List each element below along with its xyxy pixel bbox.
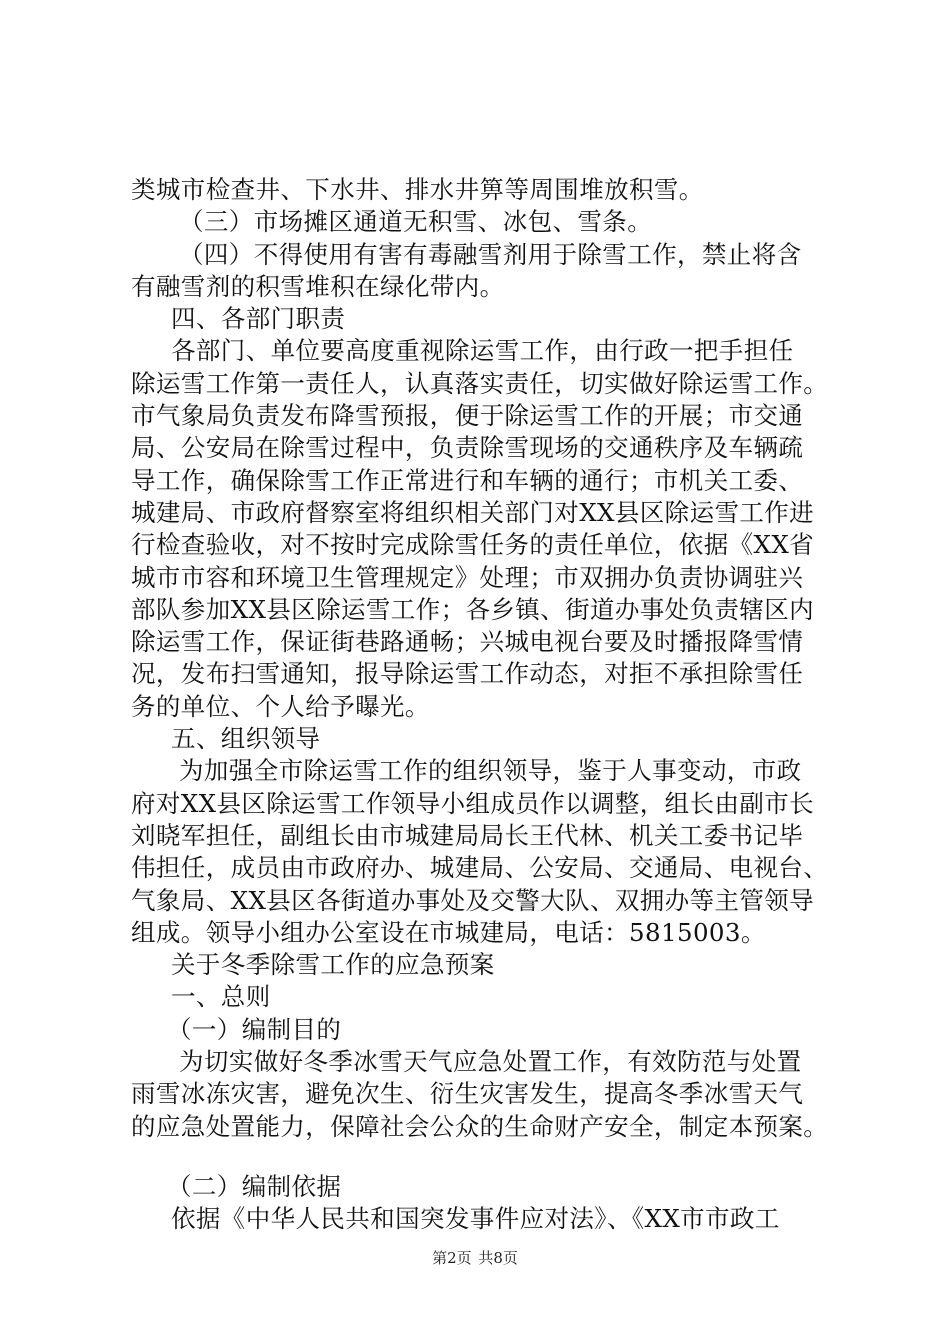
section-heading: 五、组织领导	[171, 724, 321, 754]
text-line: 府对XX县区除运雪工作领导小组成员作以调整，组长由副市长	[131, 788, 815, 818]
text-line: 的应急处置能力，保障社会公众的生命财产安全，制定本预案。	[131, 1111, 829, 1141]
text-line: 为切实做好冬季冰雪天气应急处置工作，有效防范与处置	[179, 1047, 802, 1077]
text-line: 局、公安局在除雪过程中，负责除雪现场的交通秩序及车辆疏	[131, 433, 804, 463]
text-line: 城市市容和环境卫生管理规定》处理；市双拥办负责协调驻兴	[131, 562, 804, 592]
text-line: 行检查验收，对不按时完成除雪任务的责任单位，依据《XX省	[131, 530, 815, 560]
text-line: （三）市场摊区通道无积雪、冰包、雪条。	[179, 207, 653, 237]
text-line: 组成。领导小组办公室设在市城建局，电话：5815003。	[131, 917, 766, 947]
section-heading: 四、各部门职责	[171, 304, 346, 334]
text-line: 依据《中华人民共和国突发事件应对法》、《XX市市政工	[171, 1204, 780, 1234]
text-line: 刘晓军担任，副组长由市城建局局长王代林、机关工委书记毕	[131, 820, 804, 850]
page-total: 共8页	[478, 1249, 518, 1267]
text-line: 除运雪工作，保证街巷路通畅；兴城电视台要及时播报降雪情	[131, 627, 804, 657]
text-line: 城建局、市政府督察室将组织相关部门对XX县区除运雪工作进	[131, 497, 815, 527]
text-line: 市气象局负责发布降雪预报，便于除运雪工作的开展；市交通	[131, 401, 804, 431]
text-line: 除运雪工作第一责任人，认真落实责任，切实做好除运雪工作。	[131, 368, 829, 398]
text-line: 况，发布扫雪通知，报导除运雪工作动态，对拒不承担除雪任	[131, 659, 804, 689]
text-line: 类城市检查井、下水井、排水井箅等周围堆放积雪。	[131, 175, 704, 204]
page-number: 第2页	[432, 1249, 472, 1267]
page-footer	[0, 1247, 950, 1268]
text-line: 雨雪冰冻灾害，避免次生、衍生灾害发生，提高冬季冰雪天气	[131, 1079, 804, 1109]
text-line: 有融雪剂的积雪堆积在绿化带内。	[131, 271, 505, 301]
text-line: 务的单位、个人给予曝光。	[131, 691, 430, 721]
text-line: 各部门、单位要高度重视除运雪工作，由行政一把手担任	[171, 336, 794, 366]
plan-title: 关于冬季除雪工作的应急预案	[171, 950, 495, 980]
paragraph-gap	[131, 1143, 846, 1171]
text-line: 伟担任，成员由市政府办、城建局、公安局、交通局、电视台、	[131, 853, 829, 883]
text-line: 部队参加XX县区除运雪工作；各乡镇、街道办事处负责辖区内	[131, 594, 815, 624]
subsection-heading: （一）编制目的	[167, 1014, 342, 1044]
section-heading: 一、总则	[171, 982, 271, 1012]
subsection-heading: （二）编制依据	[167, 1171, 342, 1201]
document-body	[131, 174, 846, 1236]
text-line: 气象局、XX县区各街道办事处及交警大队、双拥办等主管领导	[131, 885, 815, 915]
text-line: 导工作，确保除雪工作正常进行和车辆的通行；市机关工委、	[131, 465, 804, 495]
text-line: （四）不得使用有害有毒融雪剂用于除雪工作，禁止将含	[179, 239, 802, 269]
text-line: 为加强全市除运雪工作的组织领导，鉴于人事变动，市政	[179, 756, 802, 786]
